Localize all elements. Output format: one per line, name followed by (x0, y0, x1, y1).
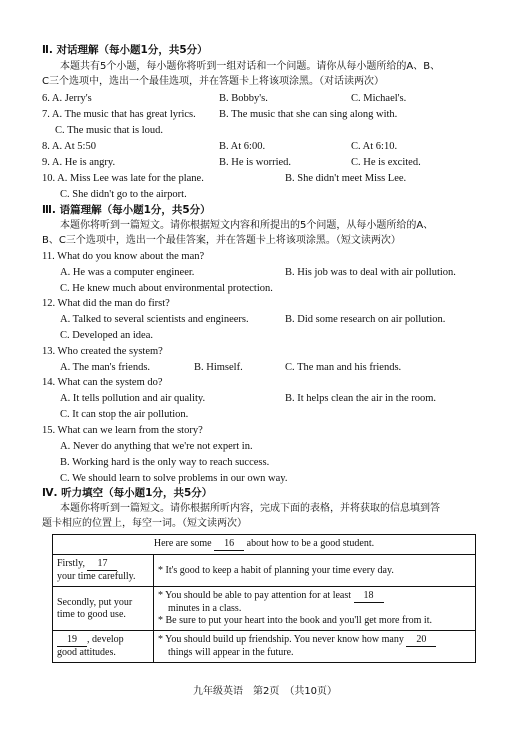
q11-option-b: B. His job was to deal with air pollution. (285, 267, 456, 278)
q15-question: 15. What can we learn from the story? (42, 425, 203, 436)
q12-question: 12. What did the man do first? (42, 298, 170, 309)
table-header-cell (53, 535, 476, 555)
q11-option-c: C. He knew much about environmental protection. (60, 283, 273, 294)
row3-tip-pre: * You should build up friendship. You never know how many (158, 634, 404, 645)
row2-text-line2: time to good use. (57, 608, 126, 620)
row2-text-line1: Secondly, put your (57, 596, 133, 608)
row1-text-pre: Firstly, (57, 558, 85, 569)
blank-19: 19 (57, 634, 87, 647)
q13-option-c: C. The man and his friends. (285, 362, 402, 373)
q7-option-c: C. The music that is loud. (55, 125, 164, 136)
table-row-1 (53, 555, 476, 587)
row3-tip-cont: things will appear in the future. (168, 647, 294, 658)
q8-option-a: 8. A. At 5:50 (42, 141, 96, 152)
q15-option-b: B. Working hard is the only way to reach success. (60, 457, 270, 468)
listening-fill-table (52, 534, 476, 663)
q12-option-b: B. Did some research on air pollution. (285, 314, 446, 325)
blank-16: 16 (214, 538, 244, 551)
q11-question: 11. What do you know about the man? (42, 251, 205, 262)
section-4-title: Ⅳ. 听力填空（每小题1分，共5分） (42, 487, 213, 499)
row1-text-line2: your time carefully. (57, 571, 136, 582)
blank-18: 18 (354, 590, 384, 603)
blank-17: 17 (87, 558, 117, 571)
section-4-intro-line1: 本题你将听到一篇短文。请你根据所听内容，完成下面的表格，并将获取的信息填到答 (60, 503, 440, 514)
section-3-intro-line1: 本题你将听到一篇短文。请你根据短文内容和所提出的5个问题，从每小题所给的A、 (60, 220, 434, 231)
q13-question: 13. Who created the system? (42, 346, 163, 357)
q13-option-a: A. The man's friends. (60, 362, 151, 373)
row2-right-cell (154, 587, 476, 631)
q7-option-a: 7. A. The music that has great lyrics. (42, 109, 196, 120)
q12-option-c: C. Developed an idea. (60, 330, 154, 341)
q6-option-a: 6. A. Jerry's (42, 93, 92, 104)
table-row-3 (53, 631, 476, 663)
q14-option-c: C. It can stop the air pollution. (60, 409, 189, 420)
section-2-intro-line1: 本题共有5个小题，每小题你将听到一组对话和一个问题。请你从每小题所给的A、B、 (60, 61, 441, 72)
row3-right-cell (154, 631, 476, 663)
q10-option-c: C. She didn't go to the airport. (60, 189, 187, 200)
row1-tip: * It's good to keep a habit of planning your time every day. (158, 564, 394, 576)
q6-option-c: C. Michael's. (351, 93, 407, 104)
blank-20: 20 (406, 634, 436, 647)
q10-option-a: 10. A. Miss Lee was late for the plane. (42, 173, 204, 184)
q8-option-b: B. At 6:00. (219, 141, 266, 152)
row1-left-cell (53, 555, 154, 587)
q11-option-a: A. He was a computer engineer. (60, 267, 195, 278)
q7-option-b: B. The music that she can sing along with. (219, 109, 398, 120)
section-4-intro-line2: 题卡相应的位置上，每空一词。（短文读两次） (42, 518, 247, 529)
q15-option-c: C. We should learn to solve problems in our own way. (60, 473, 288, 484)
section-2-intro-line2: C三个选项中，选出一个最佳选项，并在答题卡上将该项涂黑。（对话读两次） (42, 76, 384, 87)
row2-tip1-cont: minutes in a class. (168, 603, 242, 614)
q9-option-a: 9. A. He is angry. (42, 157, 116, 168)
row1-right-cell (154, 555, 476, 587)
header-text-pre: Here are some (153, 538, 212, 549)
row2-tip1-pre: * You should be able to pay attention for at least (158, 590, 352, 601)
q15-option-a: A. Never do anything that we're not expert in. (60, 441, 253, 452)
q13-option-b: B. Himself. (194, 362, 243, 373)
table-header-row (53, 535, 476, 555)
row3-left-cell (53, 631, 154, 663)
q12-option-a: A. Talked to several scientists and engineers. (60, 314, 249, 325)
q14-question: 14. What can the system do? (42, 377, 163, 388)
page-footer: 九年级英语 第2页 （共10页） (192, 686, 338, 697)
q9-option-b: B. He is worried. (219, 157, 292, 168)
row2-left-cell (53, 587, 154, 631)
q6-option-b: B. Bobby's. (219, 93, 268, 104)
q8-option-c: C. At 6:10. (351, 141, 398, 152)
section-3-intro-line2: B、C三个选项中，选出一个最佳答案，并在答题卡上将该项涂黑。（短文读两次） (42, 235, 401, 246)
row2-tip2: * Be sure to put your heart into the book and you'll get more from it. (158, 615, 432, 626)
q14-option-a: A. It tells pollution and air quality. (60, 393, 206, 404)
row3-text-line2: good attitudes. (57, 647, 116, 658)
q14-option-b: B. It helps clean the air in the room. (285, 393, 437, 404)
section-2-title: Ⅱ. 对话理解（每小题1分，共5分） (42, 44, 208, 56)
row3-text-post: , develop (87, 634, 124, 645)
header-text-post: about how to be a good student. (246, 538, 375, 549)
table-row-2 (53, 587, 476, 631)
section-3-title: Ⅲ. 语篇理解（每小题1分，共5分） (42, 204, 211, 216)
q9-option-c: C. He is excited. (351, 157, 421, 168)
q10-option-b: B. She didn't meet Miss Lee. (285, 173, 407, 184)
